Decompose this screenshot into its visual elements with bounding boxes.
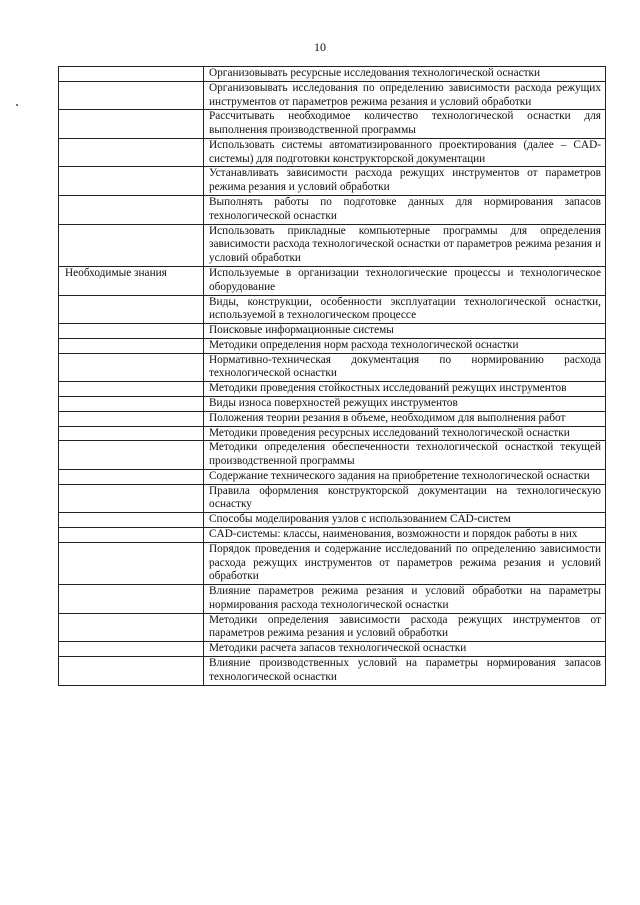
table-row bbox=[59, 642, 606, 657]
requirement-text: Виды, конструкции, особенности эксплуатации технологической оснастки, используемой в технологическом процессе bbox=[204, 295, 606, 324]
label-cell bbox=[59, 338, 204, 353]
requirement-text: Порядок проведения и содержание исследований по определению зависимости расхода режущих инструментов от параметров режима резания и условий обработки bbox=[204, 542, 606, 584]
requirement-text: Использовать прикладные компьютерные программы для определения зависимости расхода технологической оснастки от параметров режима резания и условий обработки bbox=[204, 224, 606, 266]
label-cell bbox=[59, 224, 204, 266]
table-row bbox=[59, 441, 606, 470]
requirement-text: Использовать системы автоматизированного проектирования (далее – CAD-системы) для подготовки конструкторской документации bbox=[204, 138, 606, 167]
requirement-text: Влияние производственных условий на параметры нормирования запасов технологической оснастки bbox=[204, 657, 606, 686]
label-cell bbox=[59, 585, 204, 614]
table-row bbox=[59, 353, 606, 382]
table-row bbox=[59, 613, 606, 642]
label-cell bbox=[59, 295, 204, 324]
requirement-text: Методики проведения стойкостных исследований режущих инструментов bbox=[204, 382, 606, 397]
requirement-text: Устанавливать зависимости расхода режущих инструментов от параметров режима резания и условий обработки bbox=[204, 167, 606, 196]
section-label: Необходимые знания bbox=[59, 266, 204, 295]
requirement-text: Методики определения норм расхода технологической оснастки bbox=[204, 338, 606, 353]
label-cell bbox=[59, 67, 204, 82]
label-cell bbox=[59, 542, 204, 584]
label-cell bbox=[59, 110, 204, 139]
label-cell bbox=[59, 657, 204, 686]
requirements-table bbox=[58, 66, 606, 686]
table-row bbox=[59, 513, 606, 528]
table-row bbox=[59, 469, 606, 484]
label-cell bbox=[59, 613, 204, 642]
table-row bbox=[59, 657, 606, 686]
requirement-text: Положения теории резания в объеме, необходимом для выполнения работ bbox=[204, 411, 606, 426]
table-row bbox=[59, 585, 606, 614]
label-cell bbox=[59, 513, 204, 528]
requirement-text: Содержание технического задания на приобретение технологической оснастки bbox=[204, 469, 606, 484]
label-cell bbox=[59, 642, 204, 657]
table-row bbox=[59, 484, 606, 513]
requirement-text: Правила оформления конструкторской документации на технологическую оснастку bbox=[204, 484, 606, 513]
label-cell bbox=[59, 353, 204, 382]
table-row bbox=[59, 382, 606, 397]
requirement-text: Влияние параметров режима резания и условий обработки на параметры нормирования расхода технологической оснастки bbox=[204, 585, 606, 614]
label-cell bbox=[59, 426, 204, 441]
table-row bbox=[59, 67, 606, 82]
label-cell bbox=[59, 528, 204, 543]
requirement-text: Методики расчета запасов технологической оснастки bbox=[204, 642, 606, 657]
label-cell bbox=[59, 167, 204, 196]
requirement-text: Используемые в организации технологические процессы и технологическое оборудование bbox=[204, 266, 606, 295]
requirement-text: Способы моделирования узлов с использованием CAD-систем bbox=[204, 513, 606, 528]
table-row bbox=[59, 196, 606, 225]
label-cell bbox=[59, 396, 204, 411]
label-cell bbox=[59, 81, 204, 110]
table-row bbox=[59, 324, 606, 339]
label-cell bbox=[59, 411, 204, 426]
table-body bbox=[59, 67, 606, 686]
table-row bbox=[59, 411, 606, 426]
label-cell bbox=[59, 324, 204, 339]
requirement-text: Поисковые информационные системы bbox=[204, 324, 606, 339]
table-row bbox=[59, 426, 606, 441]
requirement-text: CAD-системы: классы, наименования, возможности и порядок работы в них bbox=[204, 528, 606, 543]
table-row bbox=[59, 224, 606, 266]
requirement-text: Выполнять работы по подготовке данных для нормирования запасов технологической оснастки bbox=[204, 196, 606, 225]
requirement-text: Организовывать исследования по определению зависимости расхода режущих инструментов от параметров режима резания и условий обработки bbox=[204, 81, 606, 110]
requirement-text: Организовывать ресурсные исследования технологической оснастки bbox=[204, 67, 606, 82]
scan-speck bbox=[16, 104, 18, 106]
table-row bbox=[59, 110, 606, 139]
table-row bbox=[59, 167, 606, 196]
table-row bbox=[59, 266, 606, 295]
label-cell bbox=[59, 484, 204, 513]
table-row bbox=[59, 396, 606, 411]
label-cell bbox=[59, 382, 204, 397]
requirement-text: Методики проведения ресурсных исследований технологической оснастки bbox=[204, 426, 606, 441]
requirement-text: Методики определения обеспеченности технологической оснасткой текущей производственной программы bbox=[204, 441, 606, 470]
page-number: 10 bbox=[314, 40, 326, 54]
table-row bbox=[59, 295, 606, 324]
requirement-text: Виды износа поверхностей режущих инструментов bbox=[204, 396, 606, 411]
label-cell bbox=[59, 196, 204, 225]
table-row bbox=[59, 138, 606, 167]
requirement-text: Нормативно-техническая документация по нормированию расхода технологической оснастки bbox=[204, 353, 606, 382]
label-cell bbox=[59, 138, 204, 167]
table-row bbox=[59, 81, 606, 110]
table-row bbox=[59, 338, 606, 353]
requirement-text: Рассчитывать необходимое количество технологической оснастки для выполнения производственной программы bbox=[204, 110, 606, 139]
label-cell bbox=[59, 469, 204, 484]
table-row bbox=[59, 528, 606, 543]
table-row bbox=[59, 542, 606, 584]
requirement-text: Методики определения зависимости расхода режущих инструментов от параметров режима резания и условий обработки bbox=[204, 613, 606, 642]
label-cell bbox=[59, 441, 204, 470]
